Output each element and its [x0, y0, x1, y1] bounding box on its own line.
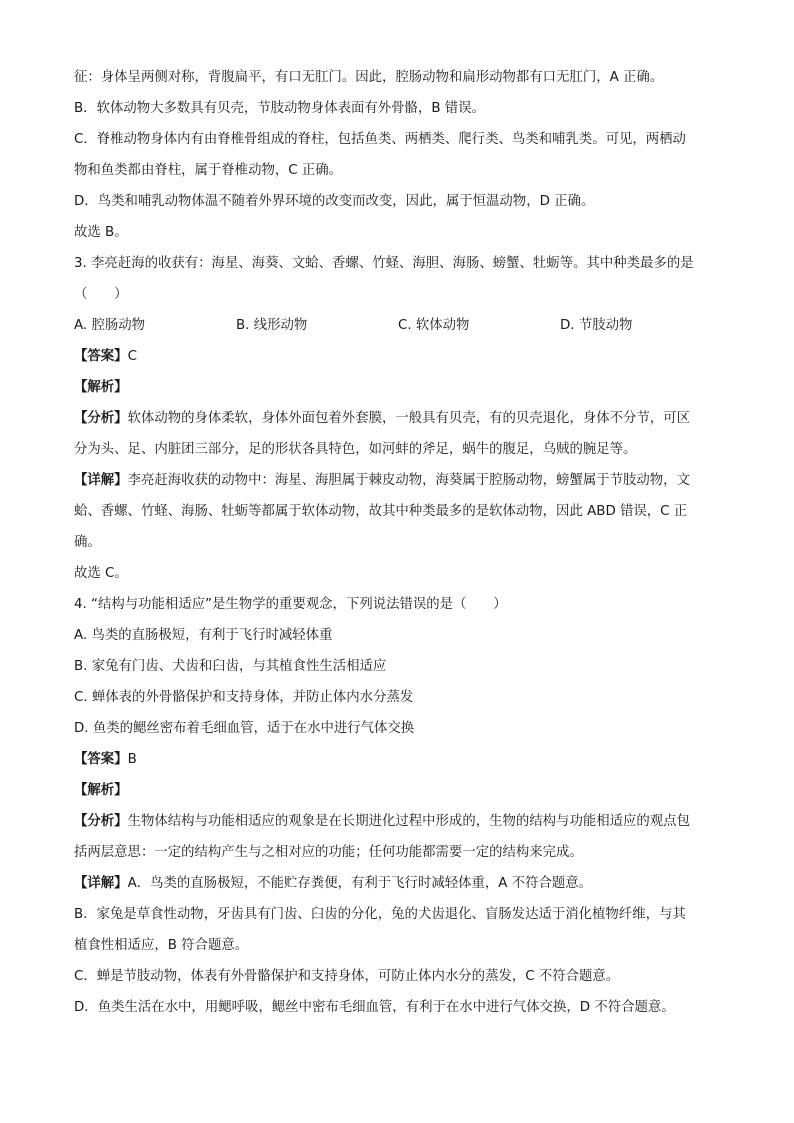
question-3-options	[74, 310, 722, 341]
text-line: C．蝉是节肢动物，体表有外骨骼保护和支持身体，可防止体内水分的蒸发，C 不符合题意。	[74, 969, 620, 984]
xiangjie-line-cont: 蛤、香螺、竹蛏、海肠、牡蛎等都属于软体动物，故其中种类最多的是软体动物，因此 ABD 错误，C 正	[74, 504, 688, 519]
option-d: D. 鱼类的鳃丝密布着毛细血管，适于在水中进行气体交换	[74, 721, 415, 736]
answer-line	[74, 341, 722, 372]
answer-tag: 【答案】	[74, 349, 128, 364]
option-b: B. 家兔有门齿、犬齿和臼齿，与其植食性生活相适应	[74, 659, 387, 674]
text-line: 植食性相适应，B 符合题意。	[74, 938, 249, 953]
text-line: 征：身体呈两侧对称，背腹扁平，有口无肛门。因此，腔肠动物和扁形动物都有口无肛门，A 正确。	[74, 70, 664, 85]
option-b: B. 线形动物	[236, 318, 308, 333]
conclusion-line: 故选 B。	[74, 225, 128, 240]
text-line: B．软体动物大多数具有贝壳，节肢动物身体表面有外骨骼，B 错误。	[74, 101, 485, 116]
xiangjie-line	[74, 868, 722, 899]
text-line: D．鸟类和哺乳动物体温不随着外界环境的改变而改变，因此，属于恒温动物，D 正确。	[74, 194, 595, 209]
fenxi-line-cont: 分为头、足、内脏团三部分，足的形状各具特色，如河蚌的斧足，蜗牛的腹足，乌贼的腕足等。	[74, 442, 637, 457]
question-4-stem: 4. “结构与功能相适应”是生物学的重要观念，下列说法错误的是（ ）	[74, 597, 507, 612]
fenxi-tag: 【分析】	[74, 814, 128, 829]
option-d: D. 节肢动物	[560, 318, 633, 333]
analysis-heading	[74, 372, 722, 403]
fenxi-tag: 【分析】	[74, 411, 128, 426]
answer-line	[74, 744, 722, 775]
fenxi-text: 软体动物的身体柔软，身体外面包着外套膜，一般具有贝壳，有的贝壳退化，身体不分节，可区	[127, 411, 690, 426]
text-line: B．家兔是草食性动物，牙齿具有门齿、臼齿的分化，兔的犬齿退化、盲肠发达适于消化植物纤维，与其	[74, 907, 686, 922]
fenxi-line-cont: 括两层意思：一定的结构产生与之相对应的功能；任何功能都需要一定的结构来完成。	[74, 845, 583, 860]
xiangjie-tag: 【详解】	[74, 473, 128, 488]
option-c: C. 蝉体表的外骨骼保护和支持身体，并防止体内水分蒸发	[74, 690, 414, 705]
text-line: C．脊椎动物身体内有由脊椎骨组成的脊柱，包括鱼类、两栖类、爬行类、鸟类和哺乳类。可见，两栖动	[74, 132, 686, 147]
analysis-tag: 【解析】	[74, 783, 128, 798]
xiangjie-line	[74, 465, 722, 496]
answer-tag: 【答案】	[74, 752, 128, 767]
fenxi-line	[74, 806, 722, 837]
fenxi-line	[74, 403, 722, 434]
answer-value: B	[127, 752, 137, 767]
option-a: A. 鸟类的直肠极短，有利于飞行时减轻体重	[74, 628, 333, 643]
option-a: A. 腔肠动物	[74, 318, 145, 333]
analysis-heading	[74, 775, 722, 806]
analysis-tag: 【解析】	[74, 380, 128, 395]
page-content	[74, 62, 722, 1023]
xiangjie-line-cont: 确。	[74, 535, 101, 550]
question-3-stem: 3. 李亮赶海的收获有：海星、海葵、文蛤、香螺、竹蛏、海胆、海肠、螃蟹、牡蛎等。其中种类最多的是	[74, 256, 694, 271]
conclusion-line: 故选 C。	[74, 566, 128, 581]
fenxi-text: 生物体结构与功能相适应的观象是在长期进化过程中形成的，生物的结构与功能相适应的观点包	[127, 814, 690, 829]
question-3-stem-cont: （ ）	[74, 287, 128, 302]
text-line: D．鱼类生活在水中，用鳃呼吸，鳃丝中密布毛细血管，有利于在水中进行气体交换，D 不符合题意。	[74, 1000, 675, 1015]
xiangjie-text: 李亮赶海收获的动物中：海星、海胆属于棘皮动物，海葵属于腔肠动物，螃蟹属于节肢动物，文	[127, 473, 690, 488]
text-line: 物和鱼类都由脊柱，属于脊椎动物，C 正确。	[74, 163, 343, 178]
xiangjie-text: A．鸟类的直肠极短，不能贮存粪便，有利于飞行时减轻体重，A 不符合题意。	[127, 876, 593, 891]
answer-value: C	[127, 349, 137, 364]
option-c: C. 软体动物	[398, 318, 470, 333]
xiangjie-tag: 【详解】	[74, 876, 128, 891]
